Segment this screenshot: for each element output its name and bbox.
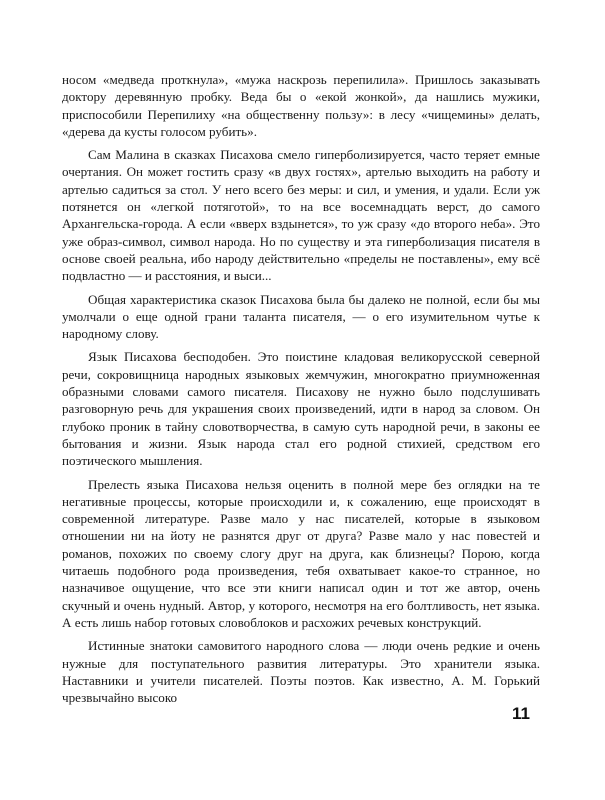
paragraph-3: Общая характеристика сказок Писахова была бы далеко не полной, если бы мы умолчали о еще одной грани таланта писателя, — о его изумительном чутье к народному слову.	[62, 291, 540, 342]
paragraph-5: Прелесть языка Писахова нельзя оценить в полной мере без оглядки на те негативные процессы, которые происходили и, к сожалению, еще происходят в современной литературе. Разве мало у нас писателей, которые в языковом отношении ни на йоту не разнятся друг от друга? Разве мало у нас повестей и романов, похожих по своему слогу друг на друга, как близнецы? Порою, когда читаешь подобного рода произведения, тебя охватывает какое-то странное, но назначивое ощущение, что все эти книги написал один и тот же автор, очень скучный и очень нудный. Автор, у которого, несмотря на его болтливость, нет языка. А есть лишь набор готовых словоблоков и расхожих речевых конструкций.	[62, 476, 540, 630]
paragraph-6: Истинные знатоки самовитого народного слова — люди очень редкие и очень нужные для поступательного развития литературы. Это хранители языка. Наставники и учители писателей. Поэты поэтов. Как известно, А. М. Горький чрезвычайно высоко	[62, 638, 540, 706]
body-text	[62, 71, 540, 706]
paragraph-4: Язык Писахова бесподобен. Это поистине кладовая великорусской северной речи, сокровищница народных языковых жемчужин, многократно приумноженная образными словами самого писателя. Писахову не нужно было подслушивать разговорную речь для украшения своих произведений, идти в народ за словом. Он глубоко проник в тайну словотворчества, в самую суть народной речи, в законы ее бытования и жизни. Язык народа стал его родной стихией, средством его поэтического мышления.	[62, 349, 540, 469]
page-number: 11	[512, 704, 530, 723]
paragraph-2: Сам Малина в сказках Писахова смело гиперболизируется, часто теряет емные очертания. Он может гостить сразу «в двух гостях», артелью выходить на работу и артелью садиться за стол. У него всего без меры: и сил, и умения, и удали. Если уж потянется он «легкой потяготой», то на все восемнадцать верст, до самого Архангельска-города. А если «вверх вздынется», то уж сразу «до второго неба». Это уже образ-символ, символ народа. Но по существу и эта гиперболизация писателя в основе своей реальна, ибо народу действительно «пределы не поставлены», ему всё подвластно — и расстояния, и выси...	[62, 147, 540, 284]
paragraph-1: носом «медведа проткнула», «мужа наскрозь перепилила». Пришлось заказывать доктору деревянную пробку. Веда бы о «екой жонкой», да нашлись мужики, приспособили Перепилиху «на общественну пользу»: в лесу «чищемины» делать, «дерева да кусты голосом рубить».	[62, 72, 540, 139]
